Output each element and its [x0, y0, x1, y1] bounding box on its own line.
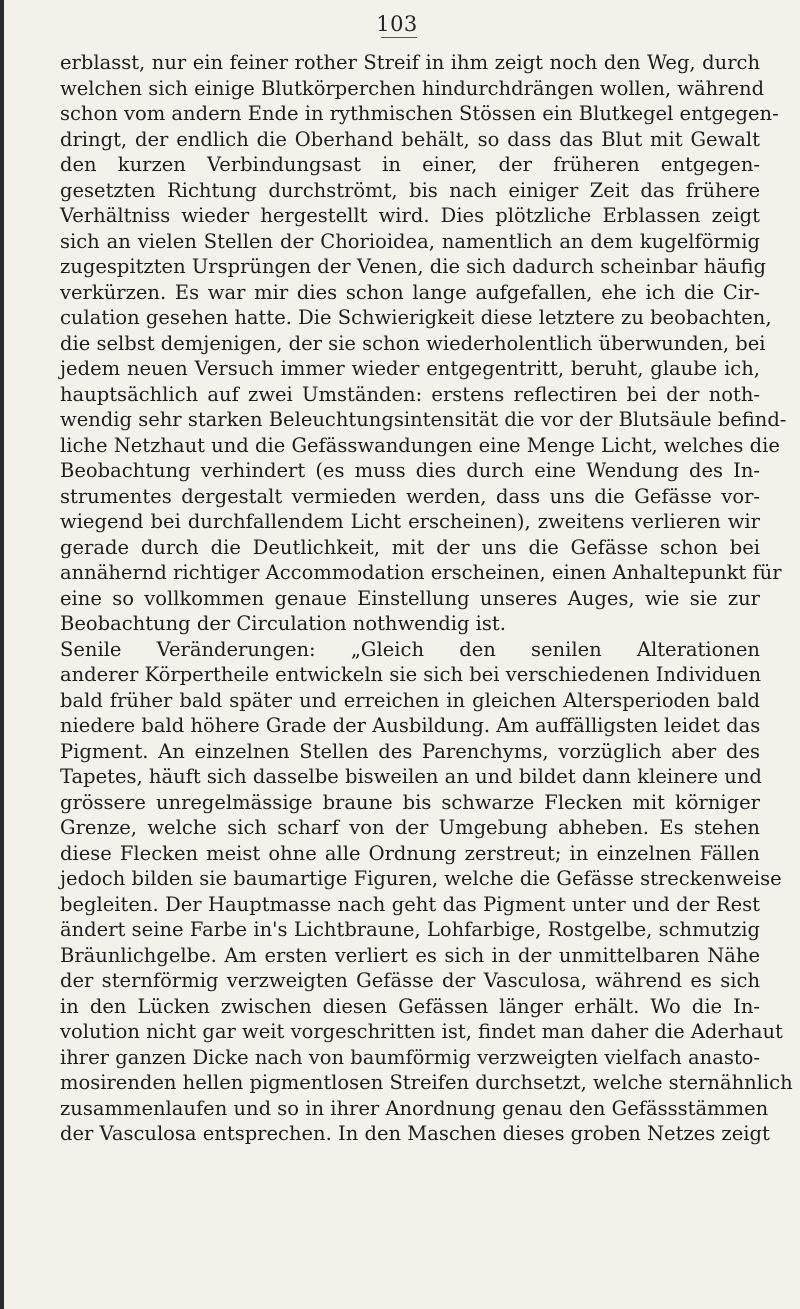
text-line: wendig sehr starken Beleuchtungsintensität die vor der Blutsäule befind- — [60, 408, 787, 431]
text-line: gerade durch die Deutlichkeit, mit der uns die Gefässe schon bei — [60, 535, 760, 559]
text-line: welchen sich einige Blutkörperchen hindurchdrängen wollen, während — [60, 76, 765, 100]
text-line: hauptsächlich auf zwei Umständen: erstens reflectiren bei der noth- — [60, 382, 760, 406]
text-line: dringt, der endlich die Oberhand behält, so dass das Blut mit Gewalt — [60, 127, 760, 151]
text-line: ändert seine Farbe in's Lichtbraune, Lohfarbige, Rostgelbe, schmutzig — [60, 918, 760, 941]
text-line: Beobachtung verhindert (es muss dies durch eine Wendung des In- — [60, 459, 760, 482]
text-line: grössere unregelmässige braune bis schwarze Flecken mit körniger — [60, 790, 760, 814]
text-line: Senile Veränderungen: „Gleich den senilen Alterationen — [60, 637, 760, 661]
text-line: anderer Körpertheile entwickeln sie sich bei verschiedenen Individuen — [60, 663, 762, 686]
page-number: 103 — [376, 12, 418, 36]
text-line: den kurzen Verbindungsast in einer, der früheren entgegen- — [60, 153, 760, 176]
text-line: zusammenlaufen und so in ihrer Anordnung genau den Gefässstämmen — [60, 1096, 769, 1120]
text-line: zugespitzten Ursprüngen der Venen, die sich dadurch scheinbar häufig — [60, 255, 766, 278]
body-text — [60, 50, 793, 1147]
text-line: jedem neuen Versuch immer wieder entgegentritt, beruht, glaube ich, — [60, 357, 760, 380]
text-line: Verhältniss wieder hergestellt wird. Dies plötzliche Erblassen zeigt — [60, 204, 760, 227]
text-line: begleiten. Der Hauptmasse nach geht das Pigment unter und der Rest — [60, 892, 760, 916]
text-line: Pigment. An einzelnen Stellen des Parenchyms, vorzüglich aber des — [60, 739, 760, 763]
text-line: annähernd richtiger Accommodation erscheinen, einen Anhaltepunkt für — [60, 561, 782, 584]
text-line: volution nicht gar weit vorgeschritten ist, findet man daher die Aderhaut — [60, 1020, 783, 1043]
text-line: Grenze, welche sich scharf von der Umgebung abheben. Es stehen — [60, 816, 760, 839]
text-line: niedere bald höhere Grade der Ausbildung. Am auffälligsten leidet das — [60, 714, 761, 737]
text-line: der sternförmig verzweigten Gefässe der Vasculosa, während es sich — [60, 969, 760, 992]
text-line: eine so vollkommen genaue Einstellung unseres Auges, wie sie zur — [60, 586, 760, 610]
text-line: Tapetes, häuft sich dasselbe bisweilen an und bildet dann kleinere und — [60, 765, 762, 788]
page-number-underline — [381, 37, 417, 38]
text-line: erblasst, nur ein feiner rother Streif in ihm zeigt noch den Weg, durch — [60, 51, 760, 74]
text-line: sich an vielen Stellen der Chorioidea, namentlich an dem kugelförmig — [60, 229, 760, 253]
text-line: mosirenden hellen pigmentlosen Streifen durchsetzt, welche sternähnlich — [60, 1071, 793, 1094]
text-line: diese Flecken meist ohne alle Ordnung zerstreut; in einzelnen Fällen — [60, 841, 760, 865]
text-line: Bräunlichgelbe. Am ersten verliert es sich in der unmittelbaren Nähe — [60, 943, 760, 967]
text-line: die selbst demjenigen, der sie schon wiederholentlich überwunden, bei — [60, 331, 766, 355]
text-line: liche Netzhaut und die Gefässwandungen eine Menge Licht, welches die — [60, 433, 780, 457]
text-line: wiegend bei durchfallendem Licht erscheinen), zweitens verlieren wir — [60, 510, 760, 533]
text-line: gesetzten Richtung durchströmt, bis nach einiger Zeit das frühere — [60, 178, 760, 202]
text-line: bald früher bald später und erreichen in gleichen Altersperioden bald — [60, 688, 760, 712]
text-line: culation gesehen hatte. Die Schwierigkeit diese letztere zu beobachten, — [60, 306, 772, 329]
text-line: der Vasculosa entsprechen. In den Maschen dieses groben Netzes zeigt — [60, 1122, 770, 1145]
text-line: schon vom andern Ende in rythmischen Stössen ein Blutkegel entgegen- — [60, 102, 779, 125]
text-line: jedoch bilden sie baumartige Figuren, welche die Gefässe streckenweise — [60, 867, 782, 890]
text-line: Beobachtung der Circulation nothwendig ist. — [60, 612, 506, 635]
text-line: strumentes dergestalt vermieden werden, dass uns die Gefässe vor- — [60, 484, 760, 508]
page-edge-shadow — [0, 0, 4, 1309]
text-line: verkürzen. Es war mir dies schon lange aufgefallen, ehe ich die Cir- — [60, 280, 760, 304]
text-line: ihrer ganzen Dicke nach von baumförmig verzweigten vielfach anasto- — [60, 1045, 760, 1069]
text-line: in den Lücken zwischen diesen Gefässen länger erhält. Wo die In- — [60, 994, 760, 1018]
